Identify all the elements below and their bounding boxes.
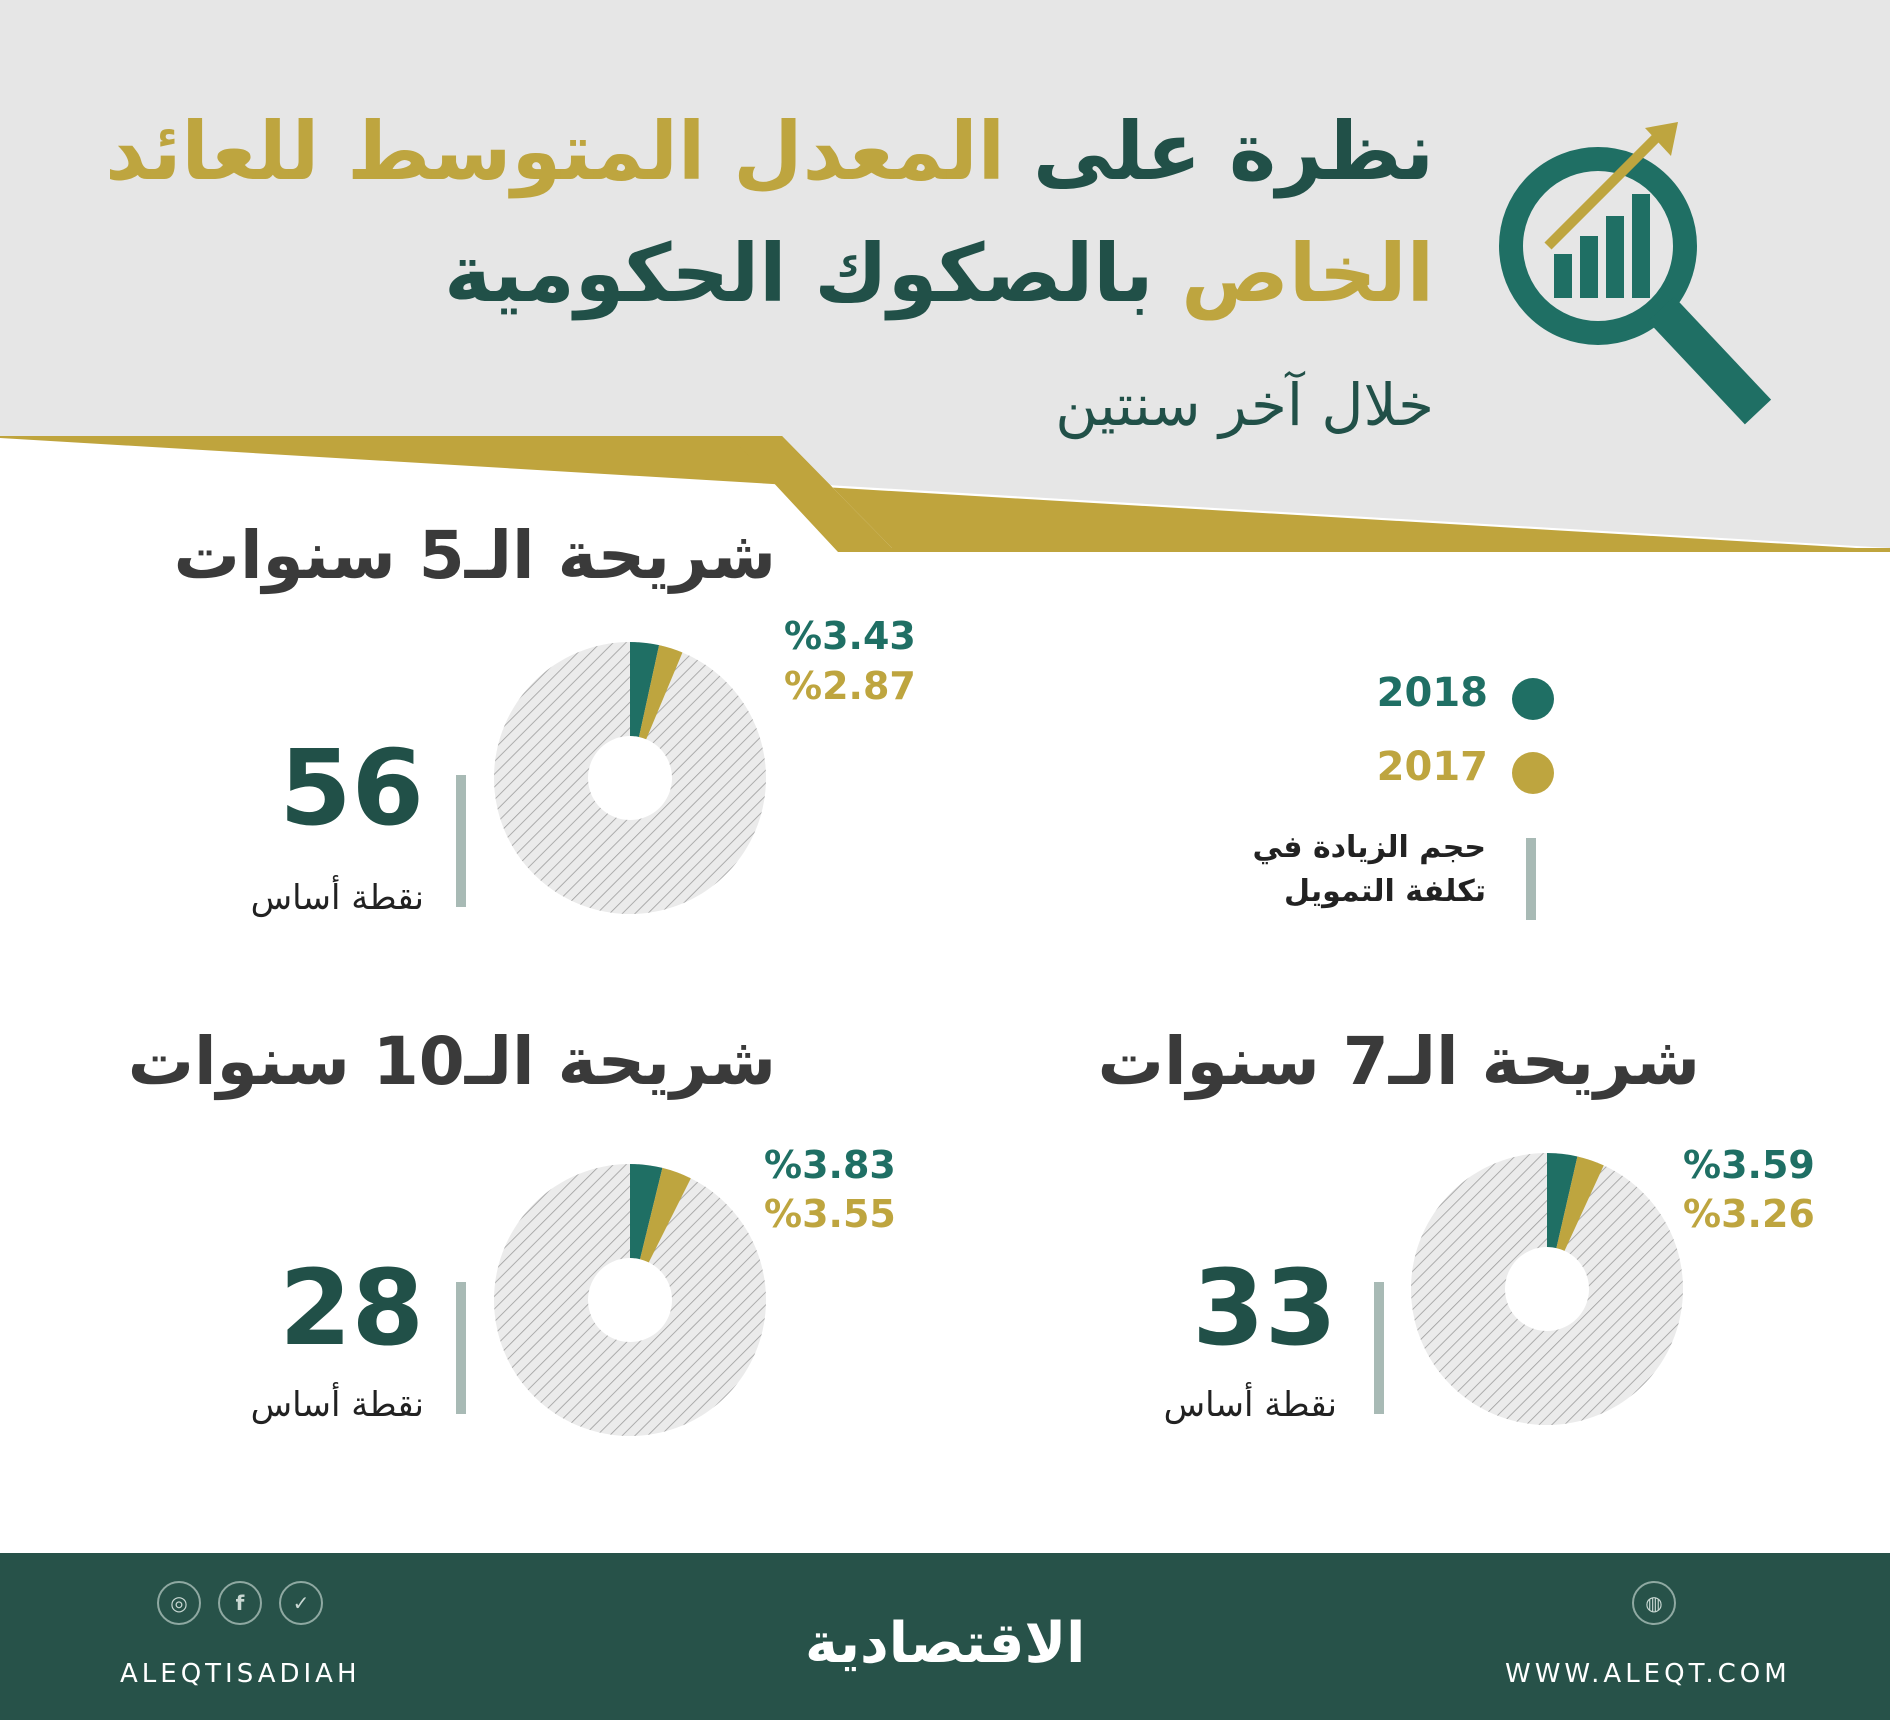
increase-unit-5-years: نقطة أساس: [250, 878, 424, 918]
legend-label-2018: 2018: [1376, 670, 1488, 716]
panel-title-5-years: شريحة الـ5 سنوات: [173, 517, 776, 594]
pct-2017-5-years: %2.87: [784, 664, 916, 708]
legend-dot-2017: [1512, 752, 1554, 794]
increase-value-10-years: 28: [279, 1247, 424, 1369]
pct-2018-5-years: %3.43: [784, 614, 916, 658]
instagram-icon[interactable]: ◎: [157, 1581, 201, 1625]
divider-bar-10-years: [456, 1282, 466, 1414]
increase-value-5-years: 56: [279, 727, 424, 849]
page-title-line-2: [444, 226, 1434, 322]
title-part-gold: المعدل المتوسط للعائد: [105, 105, 1006, 198]
title-part-green: نظرة على: [1032, 105, 1434, 198]
divider-bar-7-years: [1374, 1282, 1384, 1414]
donut-remainder: [1411, 1153, 1683, 1425]
pct-2017-7-years: %3.26: [1683, 1192, 1815, 1236]
legend-note-line-1: حجم الزيادة في: [1252, 830, 1486, 865]
legend-dot-2018: [1512, 678, 1554, 720]
pct-2018-7-years: %3.59: [1683, 1143, 1815, 1187]
dribbble-icon[interactable]: ◍: [1632, 1581, 1676, 1625]
increase-unit-10-years: نقطة أساس: [250, 1385, 424, 1425]
website-link[interactable]: WWW.ALEQT.COM: [1505, 1659, 1791, 1689]
page-subtitle: خلال آخر سنتين: [1055, 371, 1434, 439]
brand-logo: الاقتصادية: [805, 1611, 1086, 1676]
donut-chart-10-years: [490, 1160, 770, 1440]
donut-chart-7-years: [1407, 1149, 1687, 1429]
page-title-line-1: [105, 104, 1434, 200]
legend-note-line-2: تكلفة التمويل: [1284, 874, 1486, 909]
donut-chart-5-years: [490, 638, 770, 918]
legend-label-2017: 2017: [1376, 744, 1488, 790]
panel-title-7-years: شريحة الـ7 سنوات: [1097, 1023, 1700, 1100]
increase-unit-7-years: نقطة أساس: [1163, 1385, 1337, 1425]
divider-bar-5-years: [456, 775, 466, 907]
panel-title-10-years: شريحة الـ10 سنوات: [127, 1023, 776, 1100]
twitter-icon[interactable]: ✓: [279, 1581, 323, 1625]
donut-remainder: [494, 1164, 766, 1436]
increase-value-7-years: 33: [1192, 1247, 1337, 1369]
legend-note-bar: [1526, 838, 1536, 920]
footer: [0, 1553, 1890, 1720]
donut-remainder: [494, 642, 766, 914]
legend-note: [1253, 826, 1487, 914]
facebook-icon[interactable]: f: [218, 1581, 262, 1625]
social-handle[interactable]: ALEQTISADIAH: [120, 1659, 361, 1689]
pct-2018-10-years: %3.83: [764, 1143, 896, 1187]
title-part-green-2: بالصكوك الحكومية: [444, 227, 1154, 320]
pct-2017-10-years: %3.55: [764, 1192, 896, 1236]
title-part-gold-2: الخاص: [1181, 227, 1434, 320]
